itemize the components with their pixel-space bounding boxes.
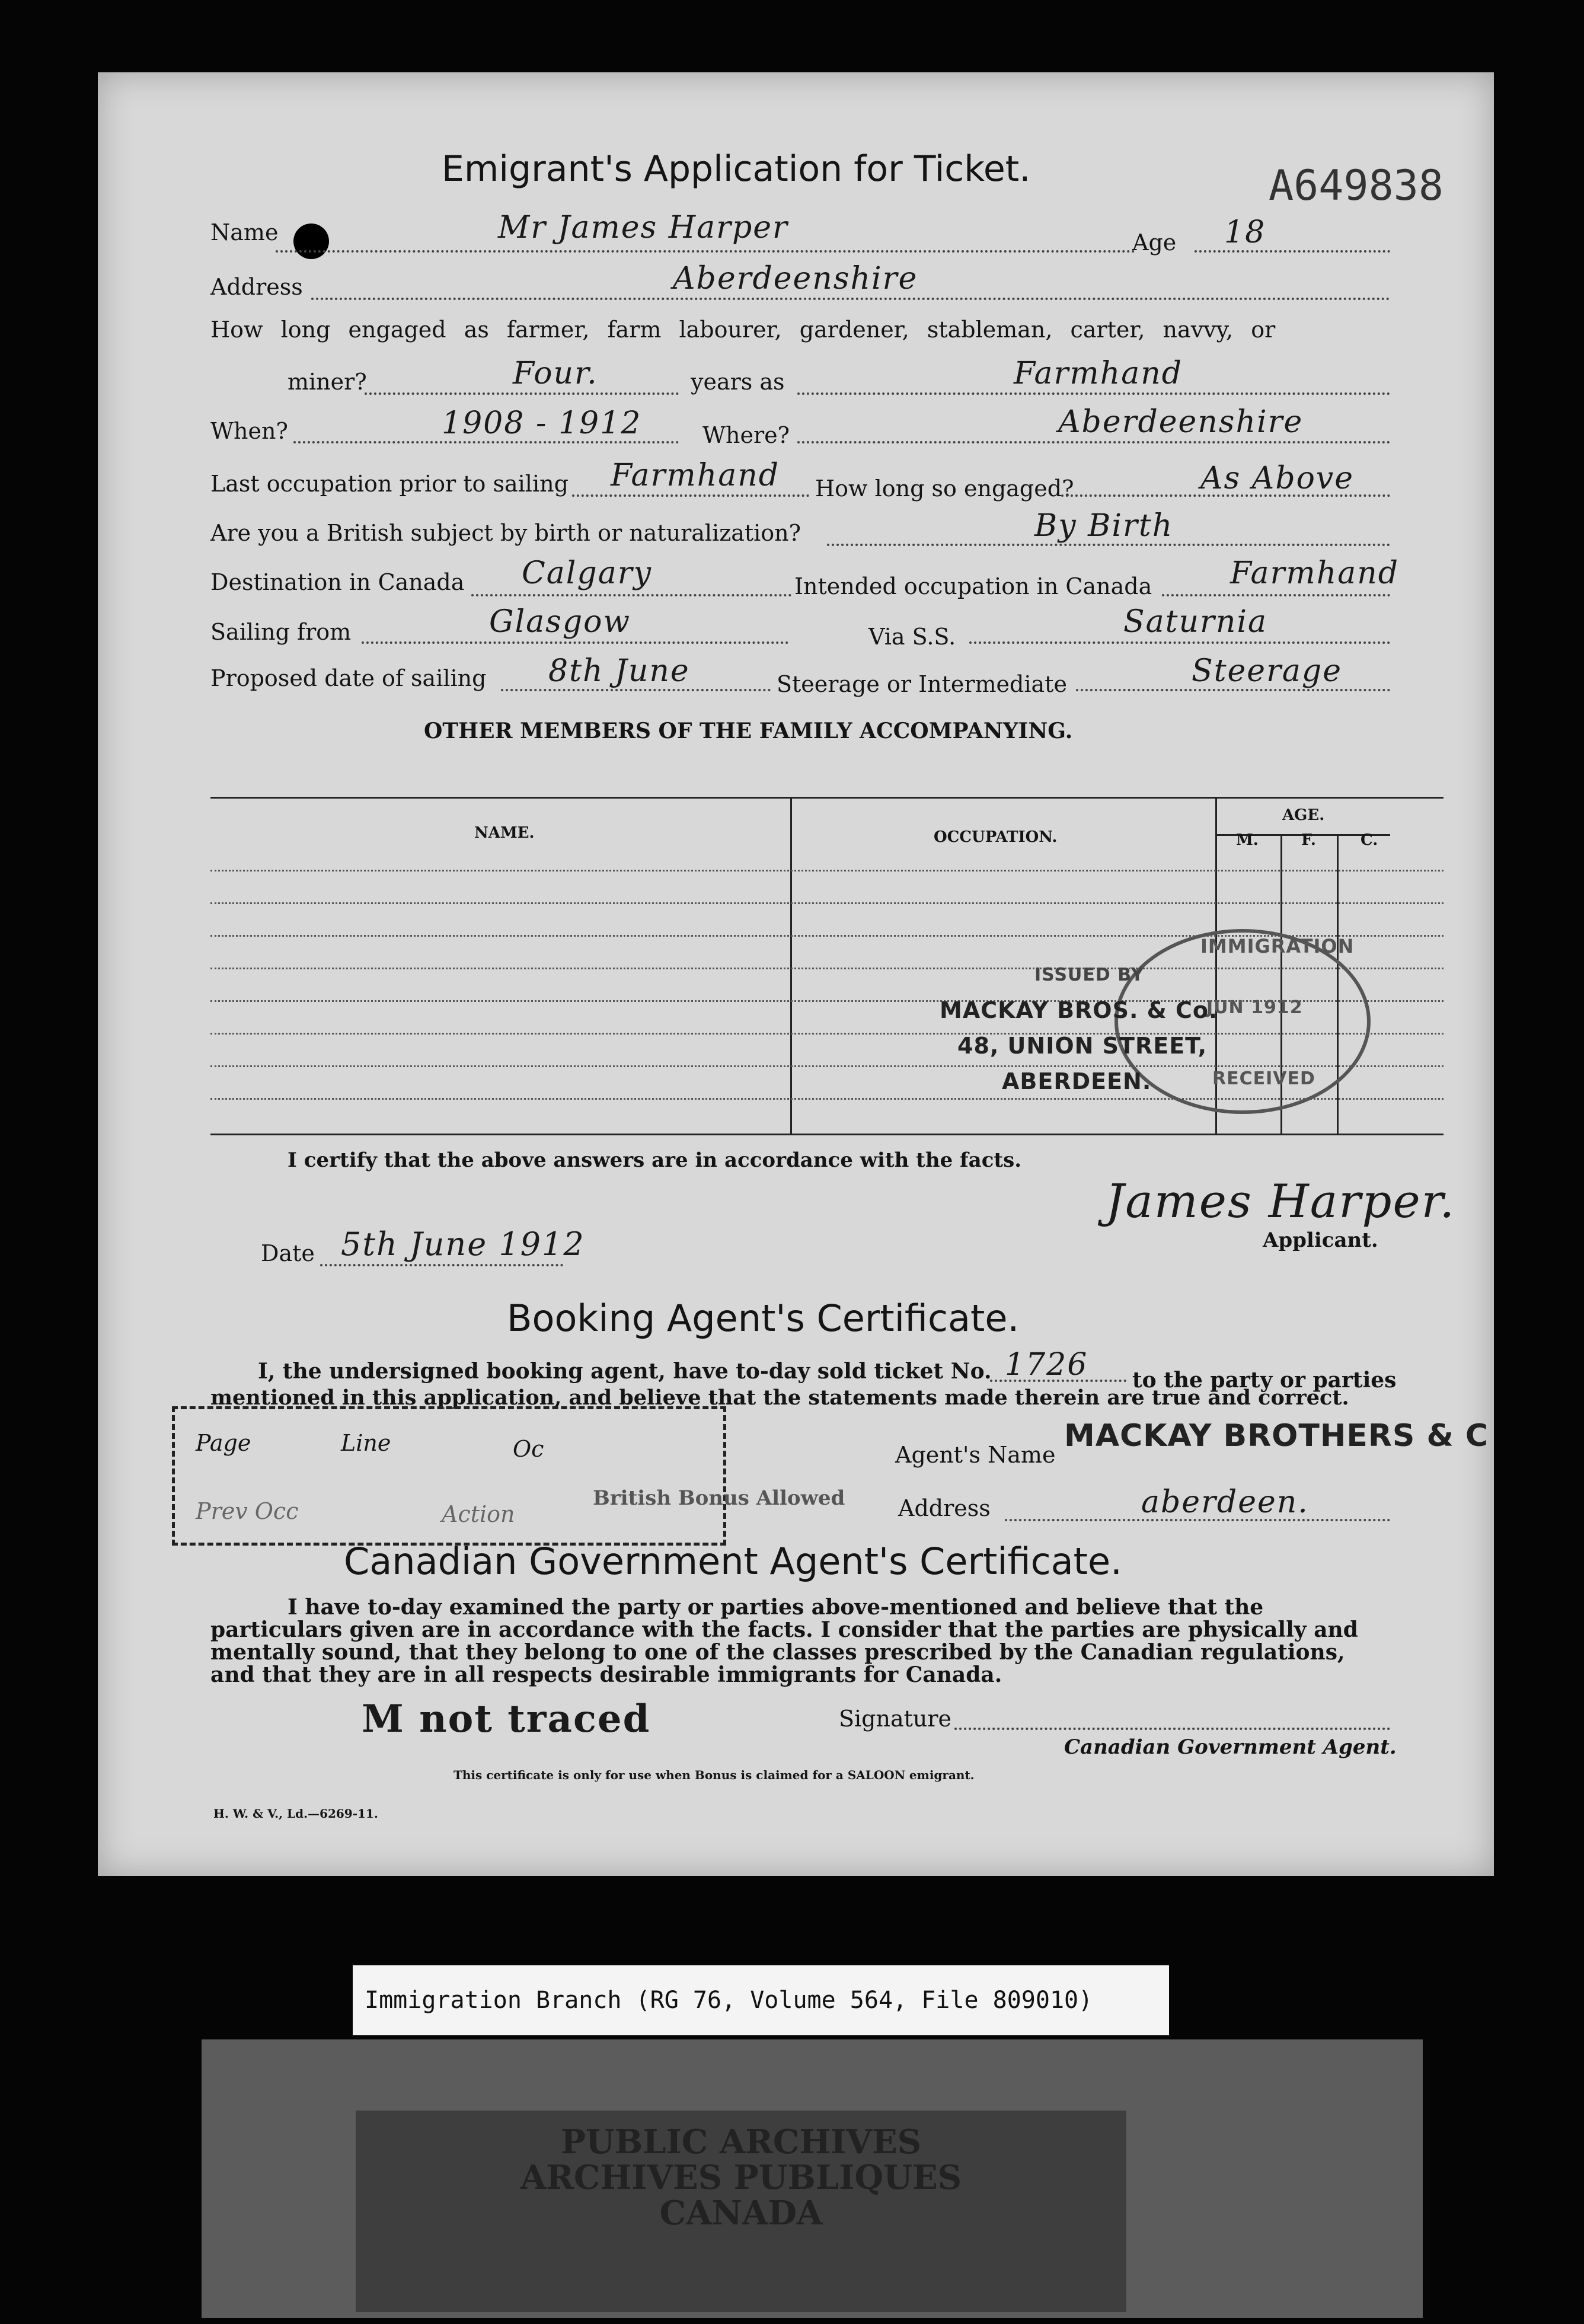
- saloon-footnote: This certificate is only for use when Bonus is claimed for a SALOON emigrant.: [454, 1768, 975, 1782]
- proposed-date-label: Proposed date of sailing: [210, 665, 487, 691]
- how-long-so-label: How long so engaged?: [815, 475, 1074, 502]
- booking-line1b: to the party or parties: [1132, 1368, 1397, 1393]
- booking-line2: mentioned in this application, and believe that the statements made therein are true and correct.: [210, 1386, 1349, 1410]
- application-form: [98, 72, 1494, 1876]
- issued-by-text: ISSUED BY: [1034, 965, 1145, 985]
- miner-label: miner?: [288, 369, 367, 395]
- archive-stamp-line3: CANADA: [659, 2194, 823, 2233]
- years-as-value: Farmhand: [1014, 356, 1183, 391]
- government-agent-label: Canadian Government Agent.: [1064, 1735, 1397, 1759]
- date-value: 5th June 1912: [341, 1225, 585, 1263]
- how-long-label: How long engaged as farmer, farm labourer, gardener, stableman, carter, navvy, or: [210, 317, 1276, 343]
- col-name: NAME.: [474, 824, 535, 842]
- agent-address-label: Address: [898, 1495, 991, 1521]
- date-label: Date: [261, 1240, 315, 1266]
- age-label: Age: [1132, 229, 1177, 256]
- address-value: Aberdeenshire: [673, 261, 918, 296]
- agent-stamp-line1: MACKAY BROS. & Co.: [940, 997, 1218, 1023]
- british-subject-value: By Birth: [1034, 508, 1174, 544]
- agent-stamp-line2: 48, UNION STREET,: [957, 1033, 1208, 1059]
- last-occupation-label: Last occupation prior to sailing: [210, 471, 569, 497]
- intended-occupation-value: Farmhand: [1230, 556, 1399, 591]
- bonus-stamp: British Bonus Allowed: [593, 1486, 845, 1510]
- destination-value: Calgary: [522, 556, 652, 591]
- certify-statement: I certify that the above answers are in accordance with the facts.: [288, 1148, 1022, 1172]
- box-action-label: Action: [442, 1501, 515, 1527]
- age-value: 18: [1224, 215, 1266, 250]
- serial-number: A649838: [1269, 161, 1444, 210]
- not-traced-note: M not traced: [362, 1697, 651, 1741]
- last-occupation-value: Farmhand: [611, 458, 780, 493]
- via-ss-label: Via S.S.: [868, 624, 956, 650]
- destination-label: Destination in Canada: [210, 569, 465, 595]
- steerage-label: Steerage or Intermediate: [777, 671, 1067, 697]
- applicant-label: Applicant.: [1263, 1228, 1378, 1252]
- address-label: Address: [210, 274, 303, 300]
- intended-occupation-label: Intended occupation in Canada: [794, 573, 1152, 599]
- british-subject-label: Are you a British subject by birth or naturalization?: [210, 520, 801, 546]
- when-value: 1908 - 1912: [442, 406, 642, 441]
- government-heading: Canadian Government Agent's Certificate.: [344, 1540, 1122, 1583]
- where-label: Where?: [702, 422, 790, 448]
- archive-reference-label: [353, 1965, 1169, 2035]
- booking-heading: Booking Agent's Certificate.: [507, 1297, 1020, 1340]
- archive-stamp-line2: ARCHIVES PUBLIQUES: [520, 2158, 962, 2197]
- col-occupation: OCCUPATION.: [934, 828, 1058, 846]
- booking-line1a: I, the undersigned booking agent, have to-day sold ticket No.: [258, 1359, 992, 1384]
- name-label: Name: [210, 219, 279, 245]
- col-age: AGE.: [1282, 806, 1325, 824]
- sailing-from-label: Sailing from: [210, 619, 352, 645]
- agent-address-value: aberdeen.: [1141, 1485, 1309, 1520]
- agent-name-label: Agent's Name: [895, 1442, 1056, 1468]
- miner-value: Four.: [513, 356, 598, 391]
- col-f: F.: [1301, 831, 1316, 849]
- box-prev-label: Prev Occ: [196, 1498, 299, 1524]
- punch-hole: [293, 224, 329, 259]
- form-title: Emigrant's Application for Ticket.: [442, 148, 1031, 190]
- printer-mark: H. W. & V., Ld.—6269-11.: [213, 1806, 378, 1821]
- box-page-label: Page: [196, 1430, 251, 1456]
- col-c: C.: [1361, 831, 1378, 849]
- ticket-number: 1726: [1005, 1347, 1088, 1383]
- proposed-date-value: 8th June: [548, 653, 690, 689]
- agent-name-value: MACKAY BROTHERS & C: [1064, 1418, 1489, 1454]
- via-ss-value: Saturnia: [1123, 604, 1267, 640]
- when-label: When?: [210, 418, 288, 444]
- agent-stamp-line3: ABERDEEN.: [1002, 1068, 1152, 1094]
- name-value: Mr James Harper: [498, 210, 788, 245]
- family-heading: OTHER MEMBERS OF THE FAMILY ACCOMPANYING.: [424, 719, 1073, 743]
- oval-mid-text: JUN 1912: [1206, 997, 1303, 1018]
- sailing-from-value: Glasgow: [489, 604, 631, 640]
- box-line-label: Line: [341, 1430, 391, 1456]
- box-oc-label: Oc: [513, 1436, 544, 1462]
- archive-stamp-line1: PUBLIC ARCHIVES: [560, 2122, 922, 2162]
- signature-label: Signature: [839, 1706, 952, 1732]
- applicant-signature: James Harper.: [1106, 1175, 1456, 1228]
- years-as-label: years as: [691, 369, 785, 395]
- col-m: M.: [1236, 831, 1259, 849]
- steerage-value: Steerage: [1192, 653, 1342, 689]
- government-paragraph: I have to-day examined the party or parties above-mentioned and believe that the particulars given are in accordance with the facts. I consider that the parties are physically and mentally sound, that they belong to one of the classes prescribed by the Canadian regulations, and that they are in all respects desirable immigrants for Canada.: [210, 1595, 1358, 1687]
- oval-top-text: IMMIGRATION: [1200, 935, 1355, 957]
- how-long-so-value: As Above: [1200, 461, 1355, 496]
- where-value: Aberdeenshire: [1058, 404, 1304, 440]
- oval-bottom-text: RECEIVED: [1212, 1068, 1315, 1089]
- archive-reference-text: Immigration Branch (RG 76, Volume 564, File 809010): [365, 1987, 1093, 2014]
